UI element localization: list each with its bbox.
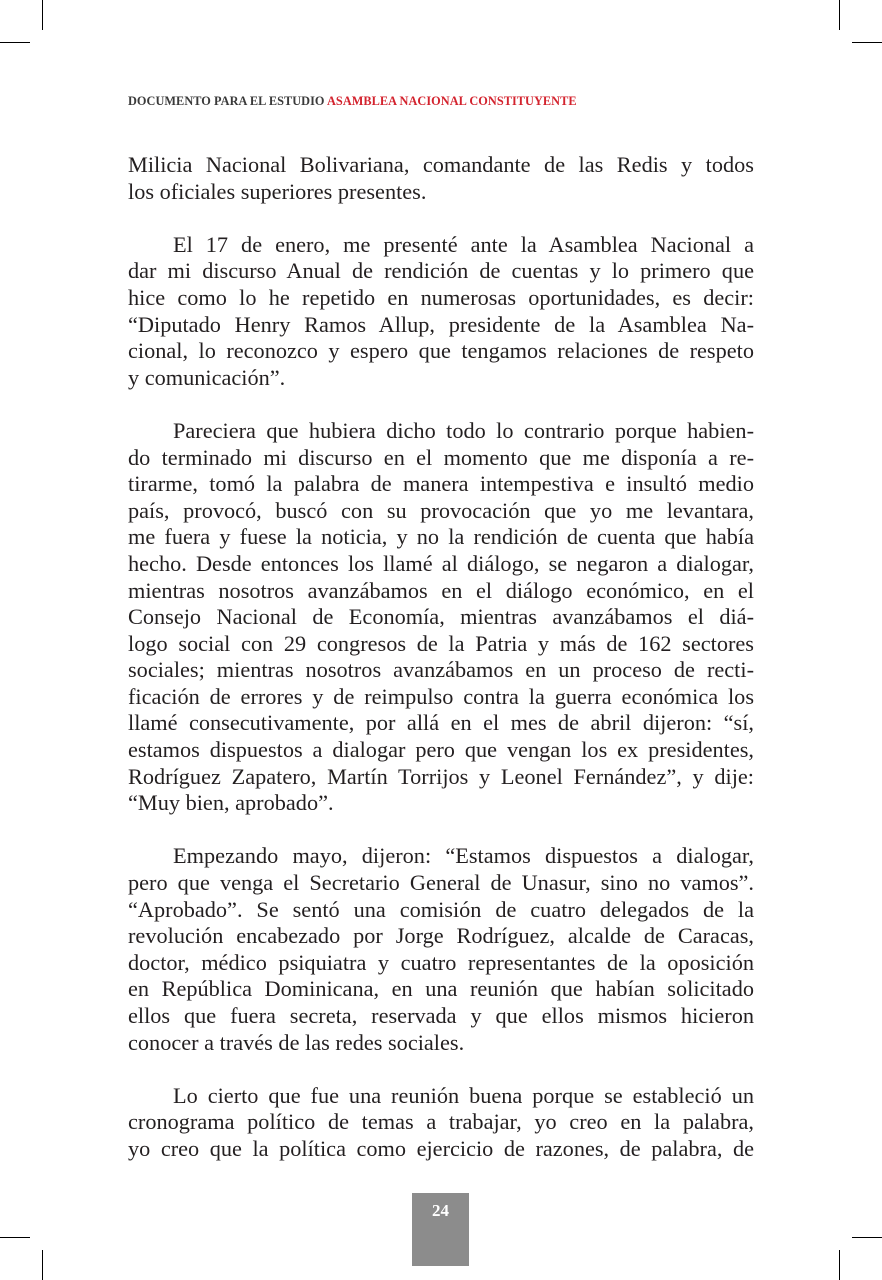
text-line: Consejo Nacional de Economía, mientras avanzábamos el diá-: [128, 604, 754, 630]
crop-mark-top-right-vertical: [839, 0, 840, 30]
running-header: [128, 94, 577, 109]
page-number: 24: [432, 1201, 449, 1220]
text-line: El 17 de enero, me presenté ante la Asamblea Nacional a: [173, 231, 754, 257]
text-line: Lo cierto que fue una reunión buena porque se estableció un: [173, 1082, 754, 1108]
text-line: cional, lo reconozco y espero que tengamos relaciones de respeto: [128, 338, 754, 364]
text-line: doctor, médico psiquiatra y cuatro representantes de la oposición: [128, 949, 754, 975]
text-line: estamos dispuestos a dialogar pero que vengan los ex presidentes,: [128, 737, 754, 763]
paragraph: [128, 843, 754, 1056]
body-text: [128, 152, 754, 1189]
text-line: llamé consecutivamente, por allá en el mes de abril dijeron: “sí,: [128, 710, 754, 736]
text-line: Milicia Nacional Bolivariana, comandante de las Redis y todos: [128, 152, 754, 177]
paragraph: [128, 1083, 754, 1163]
text-line: ellos que fuera secreta, reservada y que ellos mismos hicieron: [128, 1003, 754, 1028]
text-line: yo creo que la política como ejercicio de razones, de palabra, de: [128, 1135, 754, 1161]
text-line: sociales; mientras nosotros avanzábamos en un proceso de recti-: [128, 657, 754, 683]
crop-mark-bottom-right-vertical: [839, 1250, 840, 1280]
paragraph: [128, 232, 754, 392]
text-line: me fuera y fuese la noticia, y no la rendición de cuenta que había: [128, 524, 754, 550]
text-line: conocer a través de las redes sociales.: [128, 1029, 465, 1055]
text-line: en República Dominicana, en una reunión que habían solicitado: [128, 976, 754, 1002]
text-line: Pareciera que hubiera dicho todo lo contrario porque habien-: [173, 417, 754, 443]
text-line: mientras nosotros avanzábamos en el diálogo económico, en el: [128, 577, 754, 603]
text-line: ficación de errores y de reimpulso contra la guerra económica los: [128, 683, 754, 709]
text-line: país, provocó, buscó con su provocación que yo me levantara,: [128, 497, 754, 523]
crop-mark-top-left-horizontal: [0, 42, 30, 43]
text-line: hecho. Desde entonces los llamé al diálogo, se negaron a dialogar,: [128, 550, 754, 576]
text-line: logo social con 29 congresos de la Patria y más de 162 sectores: [128, 630, 754, 656]
paragraph: [128, 152, 754, 205]
text-line: pero que venga el Secretario General de Unasur, sino no vamos”.: [128, 870, 754, 896]
text-line: “Aprobado”. Se sentó una comisión de cuatro delegados de la: [128, 896, 754, 922]
text-line: Empezando mayo, dijeron: “Estamos dispuestos a dialogar,: [173, 843, 754, 869]
crop-mark-bottom-left-horizontal: [0, 1237, 30, 1238]
crop-mark-bottom-left-vertical: [42, 1250, 43, 1280]
paragraph: [128, 418, 754, 817]
text-line: dar mi discurso Anual de rendición de cuentas y lo primero que: [128, 258, 754, 284]
text-line: “Muy bien, aprobado”.: [128, 790, 334, 816]
text-line: los oficiales superiores presentes.: [128, 178, 427, 204]
crop-mark-top-left-vertical: [42, 0, 43, 30]
crop-mark-top-right-horizontal: [852, 42, 882, 43]
crop-mark-bottom-right-horizontal: [852, 1237, 882, 1238]
header-title: ASAMBLEA NACIONAL CONSTITUYENTE: [327, 94, 577, 108]
text-line: y comunicación”.: [128, 364, 286, 390]
text-line: do terminado mi discurso en el momento que me disponía a re-: [128, 444, 754, 470]
text-line: Rodríguez Zapatero, Martín Torrijos y Leonel Fernández”, y dije:: [128, 763, 754, 789]
header-prefix: DOCUMENTO PARA EL ESTUDIO: [128, 94, 327, 108]
text-line: tirarme, tomó la palabra de manera intempestiva e insultó medio: [128, 471, 754, 497]
text-line: revolución encabezado por Jorge Rodríguez, alcalde de Caracas,: [128, 923, 754, 949]
text-line: “Diputado Henry Ramos Allup, presidente de la Asamblea Na-: [128, 311, 754, 337]
page-number-box: [412, 1193, 469, 1266]
text-line: hice como lo he repetido en numerosas oportunidades, es decir:: [128, 284, 754, 310]
text-line: cronograma político de temas a trabajar, yo creo en la palabra,: [128, 1109, 754, 1135]
